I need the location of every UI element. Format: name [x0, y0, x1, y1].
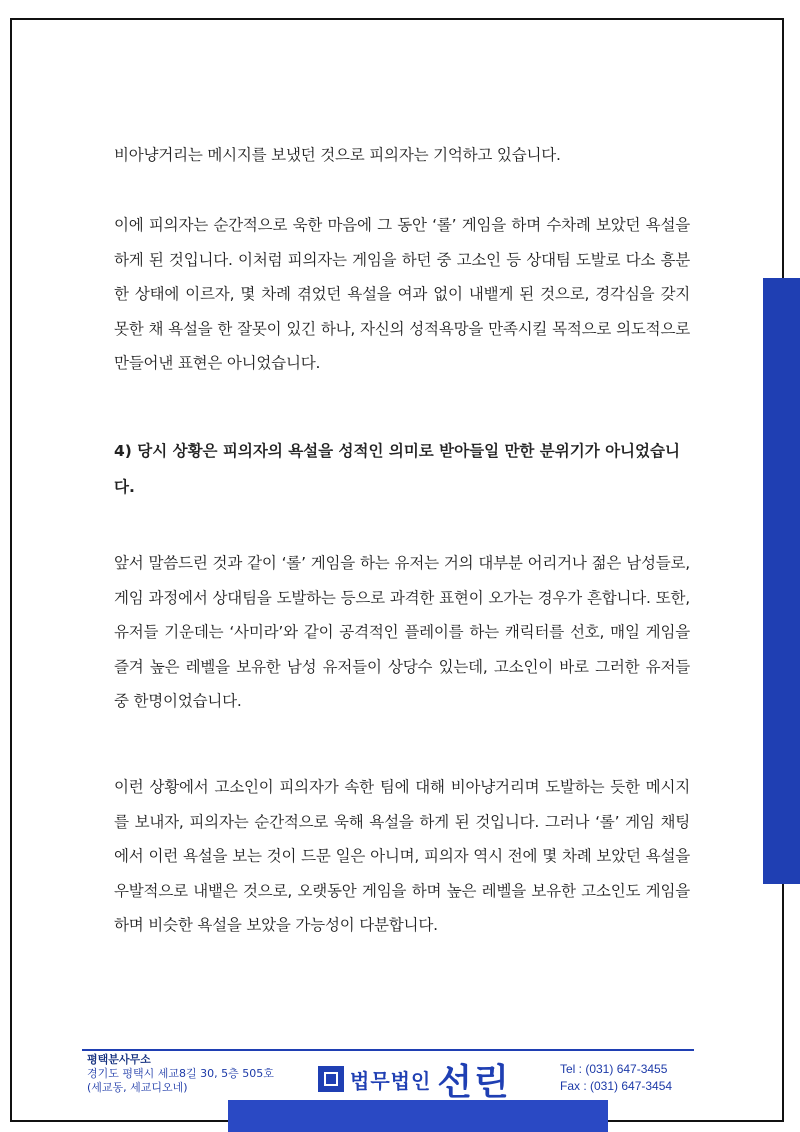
firm-logo-icon	[318, 1066, 344, 1092]
footer-divider	[82, 1049, 694, 1051]
firm-logo-name: 선린	[437, 1060, 511, 1103]
fax-number: Fax : (031) 647-3454	[560, 1079, 673, 1093]
office-address	[87, 1053, 274, 1095]
side-color-tab	[763, 278, 800, 884]
tel-number: Tel : (031) 647-3455	[560, 1062, 668, 1076]
firm-logo-prefix: 법무법인	[350, 1068, 432, 1093]
address-line-2: (세교동, 세교디오네)	[87, 1081, 188, 1094]
paragraph-3: 앞서 말씀드린 것과 같이 ‘롤’ 게임을 하는 유저는 거의 대부분 어리거나 젊은 남성들로, 게임 과정에서 상대팀을 도발하는 등으로 과격한 표현이 오가는 경우가 흔합니다. 또한, 유저들 기운데는 ‘사미라’와 같이 공격적인 플레이를 하는 캐릭터를 선호, 매일 게임을 즐겨 높은 레벨을 보유한 남성 유저들이 상당수 있는데, 고소인이 바로 그러한 유저들 중 한명이었습니다.	[114, 554, 690, 710]
office-title: 평택분사무소	[87, 1053, 151, 1066]
paragraph-1: 비아냥거리는 메시지를 보냈던 것으로 피의자는 기억하고 있습니다.	[114, 146, 561, 164]
letterhead-footer	[82, 1043, 694, 1129]
paragraph-2: 이에 피의자는 순간적으로 욱한 마음에 그 동안 ‘롤’ 게임을 하며 수차례 보았던 욕설을 하게 된 것입니다. 이처럼 피의자는 게임을 하던 중 고소인 등 상대팀 도발로 다소 흥분한 상태에 이르자, 몇 차례 겪었던 욕설을 여과 없이 내뱉게 된 것으로, 경각심을 갖지 못한 채 욕설을 한 잘못이 있긴 하나, 자신의 성적욕망을 만족시킬 목적으로 의도적으로 만들어낸 표현은 아니었습니다.	[114, 216, 690, 372]
contact-info	[560, 1061, 672, 1095]
section-heading-4: 4) 당시 상황은 피의자의 욕설을 성적인 의미로 받아들일 만한 분위기가 아니었습니다.	[114, 442, 680, 496]
firm-logo	[318, 1057, 511, 1101]
paragraph-4: 이런 상황에서 고소인이 피의자가 속한 팀에 대해 비아냥거리며 도발하는 듯한 메시지를 보내자, 피의자는 순간적으로 욱해 욕설을 하게 된 것입니다. 그러나 ‘롤’ 게임 채팅에서 이런 욕설을 보는 것이 드문 일은 아니며, 피의자 역시 전에 몇 차례 보았던 욕설을 우발적으로 내뱉은 것으로, 오랫동안 게임을 하며 높은 레벨을 보유한 고소인도 게임을 하며 비슷한 욕설을 보았을 가능성이 다분합니다.	[114, 778, 690, 934]
address-line-1: 경기도 평택시 세교8길 30, 5층 505호	[87, 1067, 274, 1080]
